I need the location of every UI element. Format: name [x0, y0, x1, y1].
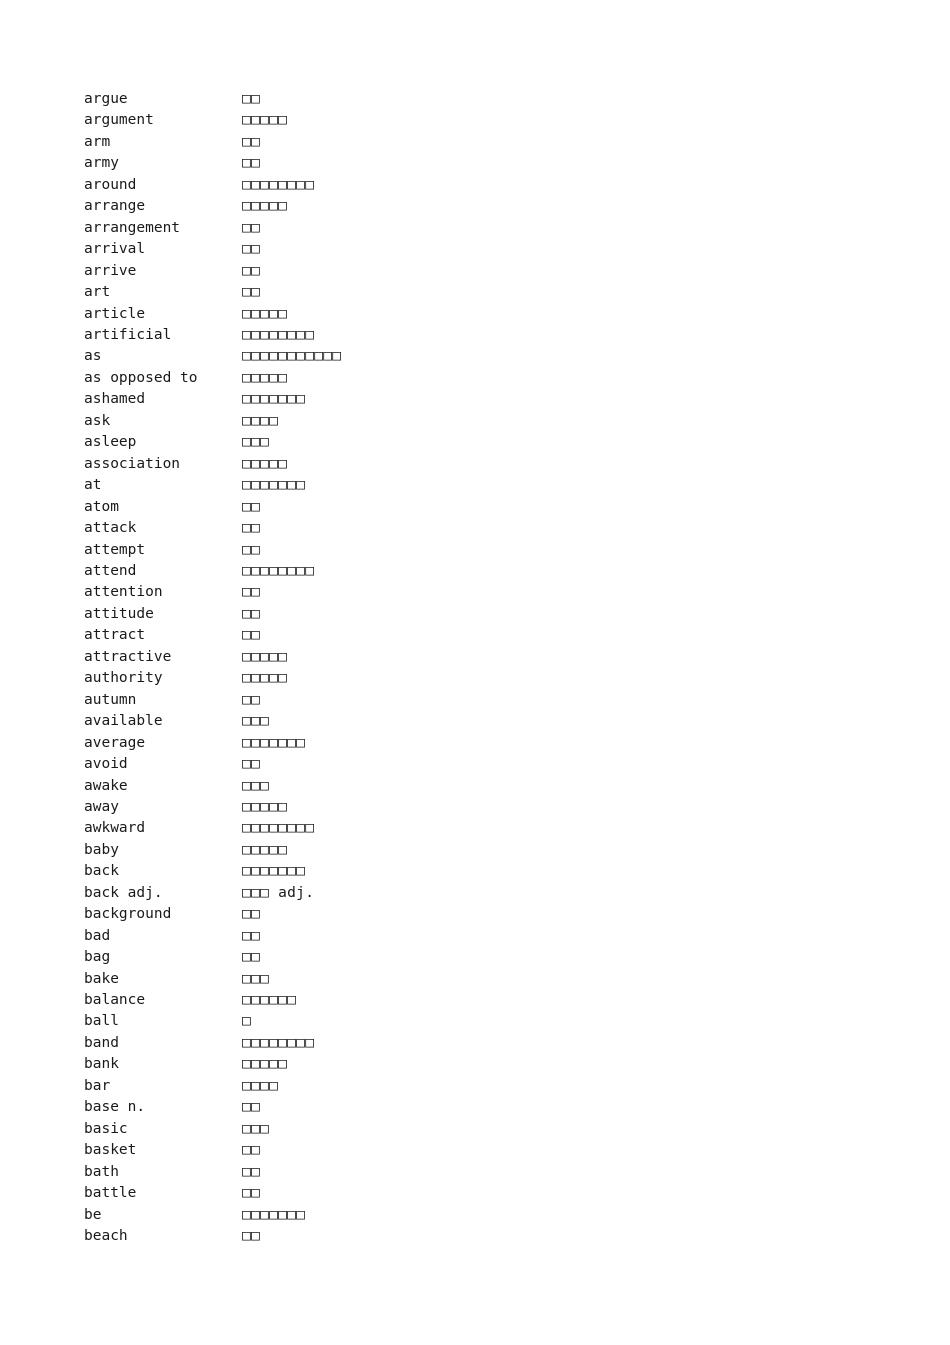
vocab-entry — [84, 497, 904, 518]
vocab-meaning: □□□ — [242, 434, 270, 451]
vocab-entry — [84, 132, 904, 153]
vocab-meaning: □□□□□□□ — [242, 391, 306, 408]
vocab-entry — [84, 540, 904, 561]
vocab-entry — [84, 411, 904, 432]
vocab-meaning: □□ — [242, 691, 261, 708]
vocab-entry — [84, 175, 904, 196]
vocab-entry — [84, 368, 904, 389]
vocab-word: argue — [84, 91, 128, 107]
vocab-entry — [84, 1226, 904, 1247]
vocab-meaning: □□□□□□□ — [242, 734, 306, 751]
vocab-meaning: □□□□□ — [242, 369, 288, 386]
vocab-meaning: □□□□□□□ — [242, 863, 306, 880]
vocab-entry — [84, 1076, 904, 1097]
vocab-entry — [84, 625, 904, 646]
vocab-meaning: □□□□ — [242, 412, 279, 429]
vocab-word: bake — [84, 970, 119, 987]
vocab-meaning: □□□ adj. — [242, 884, 315, 901]
vocab-entry — [84, 304, 904, 325]
vocab-word: at — [84, 477, 102, 494]
vocab-meaning: □□□□□ — [242, 1056, 288, 1073]
vocab-word: arrangement — [84, 219, 181, 236]
vocab-meaning: □ — [242, 1013, 252, 1030]
vocab-entry — [84, 239, 904, 260]
vocab-meaning: □□□□□□ — [242, 992, 297, 1009]
vocab-word: basic — [84, 1120, 128, 1137]
vocab-entry — [84, 153, 904, 174]
vocab-word: as — [84, 348, 102, 365]
vocab-meaning: □□ — [242, 498, 261, 515]
vocab-word: argument — [84, 112, 154, 129]
vocab-word: atom — [84, 498, 119, 515]
vocab-word: baby — [84, 841, 119, 858]
vocab-word: art — [84, 284, 111, 301]
vocab-word: back — [84, 863, 119, 880]
vocab-entry — [84, 261, 904, 282]
vocab-word: away — [84, 798, 119, 815]
vocab-meaning: □□□□□□□□ — [242, 820, 315, 837]
vocab-entry — [84, 1033, 904, 1054]
vocab-meaning: □□ — [242, 262, 261, 279]
vocab-word: balance — [84, 992, 146, 1009]
vocab-meaning: □□□□□ — [242, 198, 288, 215]
vocab-word: attack — [84, 520, 137, 537]
vocab-entry — [84, 883, 904, 904]
vocab-entry — [84, 733, 904, 754]
vocab-entry — [84, 668, 904, 689]
vocab-word: arm — [84, 133, 111, 150]
vocab-entry — [84, 754, 904, 775]
vocab-entry — [84, 861, 904, 882]
vocab-meaning: □□ — [242, 133, 261, 150]
vocab-meaning: □□□ — [242, 777, 270, 794]
vocab-entry — [84, 454, 904, 475]
vocab-entry — [84, 1183, 904, 1204]
vocab-entry — [84, 432, 904, 453]
vocab-meaning: □□□ — [242, 1120, 270, 1137]
vocab-entry — [84, 969, 904, 990]
vocab-entry — [84, 690, 904, 711]
vocab-entry — [84, 1097, 904, 1118]
vocab-word: bad — [84, 927, 111, 944]
vocab-word: asleep — [84, 434, 137, 451]
vocab-meaning: □□□□□□□□ — [242, 562, 315, 579]
vocab-word: army — [84, 155, 119, 172]
vocab-word: back adj. — [84, 884, 163, 901]
vocab-meaning: □□□□ — [242, 1077, 279, 1094]
vocab-word: bag — [84, 949, 111, 966]
vocab-word: ball — [84, 1013, 119, 1030]
vocab-word: artificial — [84, 326, 172, 343]
vocab-word: attempt — [84, 541, 146, 558]
vocab-meaning: □□ — [242, 1099, 261, 1116]
vocab-meaning: □□ — [242, 906, 261, 923]
vocab-entry — [84, 1054, 904, 1075]
vocab-word: around — [84, 176, 137, 193]
vocab-entry — [84, 325, 904, 346]
vocab-meaning: □□□□□□□□□□□ — [242, 348, 342, 365]
vocab-entry — [84, 110, 904, 131]
vocab-meaning: □□ — [242, 91, 261, 107]
vocab-word: attend — [84, 562, 137, 579]
vocab-entry — [84, 947, 904, 968]
vocab-meaning: □□□□□ — [242, 841, 288, 858]
vocab-meaning: □□ — [242, 1185, 261, 1202]
vocab-word: arrange — [84, 198, 146, 215]
vocab-word: battle — [84, 1185, 137, 1202]
vocab-word: ask — [84, 412, 111, 429]
vocab-meaning: □□ — [242, 241, 261, 258]
vocab-meaning: □□□□□ — [242, 648, 288, 665]
vocab-meaning: □□ — [242, 1228, 261, 1245]
vocab-entry — [84, 89, 904, 110]
vocab-word: bath — [84, 1163, 119, 1180]
vocab-word: article — [84, 305, 146, 322]
vocab-entry — [84, 604, 904, 625]
vocab-entry — [84, 818, 904, 839]
vocab-entry — [84, 218, 904, 239]
vocab-meaning: □□□□□ — [242, 455, 288, 472]
vocab-meaning: □□ — [242, 219, 261, 236]
vocab-meaning: □□□□□□□ — [242, 477, 306, 494]
vocab-word: base n. — [84, 1099, 146, 1116]
vocab-meaning: □□ — [242, 927, 261, 944]
vocab-entry — [84, 561, 904, 582]
vocab-meaning: □□□□□ — [242, 798, 288, 815]
vocab-word: authority — [84, 670, 163, 687]
vocab-meaning: □□□ — [242, 713, 270, 730]
vocab-entry — [84, 904, 904, 925]
vocab-meaning: □□ — [242, 284, 261, 301]
vocab-entry — [84, 840, 904, 861]
vocab-word: attract — [84, 627, 146, 644]
vocab-entry — [84, 196, 904, 217]
vocab-meaning: □□ — [242, 541, 261, 558]
vocab-word: association — [84, 455, 181, 472]
vocab-word: awake — [84, 777, 128, 794]
vocab-word: available — [84, 713, 163, 730]
vocab-meaning: □□ — [242, 155, 261, 172]
vocab-entry — [84, 282, 904, 303]
vocab-meaning: □□ — [242, 1142, 261, 1159]
vocab-word: background — [84, 906, 172, 923]
vocab-entry — [84, 990, 904, 1011]
vocab-meaning: □□□□□□□□ — [242, 326, 315, 343]
vocab-entry — [84, 1162, 904, 1183]
vocab-meaning: □□□□□ — [242, 305, 288, 322]
vocab-meaning: □□ — [242, 584, 261, 601]
vocab-meaning: □□□□□ — [242, 670, 288, 687]
vocab-entry — [84, 389, 904, 410]
vocab-word: arrival — [84, 241, 146, 258]
vocab-word: attractive — [84, 648, 172, 665]
vocab-meaning: □□□□□□□□ — [242, 176, 315, 193]
vocab-entry — [84, 1011, 904, 1032]
vocab-entry — [84, 647, 904, 668]
vocab-word: be — [84, 1206, 102, 1223]
vocab-word: awkward — [84, 820, 146, 837]
vocab-word: attention — [84, 584, 163, 601]
vocab-entry — [84, 926, 904, 947]
vocab-word: beach — [84, 1228, 128, 1245]
vocab-word: band — [84, 1034, 119, 1051]
vocab-entry — [84, 711, 904, 732]
vocab-word: attitude — [84, 605, 154, 622]
vocab-entry — [84, 582, 904, 603]
vocab-meaning: □□ — [242, 627, 261, 644]
vocab-entry — [84, 518, 904, 539]
vocab-entry — [84, 475, 904, 496]
vocab-word: average — [84, 734, 146, 751]
vocab-word: avoid — [84, 756, 128, 773]
vocab-meaning: □□□□□□□□ — [242, 1034, 315, 1051]
vocab-entry — [84, 1205, 904, 1226]
vocab-word: autumn — [84, 691, 137, 708]
vocabulary-list — [84, 89, 904, 1247]
vocab-entry — [84, 776, 904, 797]
vocab-word: arrive — [84, 262, 137, 279]
vocab-word: bar — [84, 1077, 111, 1094]
vocab-entry — [84, 1119, 904, 1140]
vocab-word: as opposed to — [84, 369, 198, 386]
vocab-entry — [84, 1140, 904, 1161]
vocab-meaning: □□□□□ — [242, 112, 288, 129]
vocab-entry — [84, 797, 904, 818]
vocab-meaning: □□ — [242, 949, 261, 966]
vocab-meaning: □□ — [242, 756, 261, 773]
vocab-word: ashamed — [84, 391, 146, 408]
vocab-meaning: □□ — [242, 520, 261, 537]
vocab-meaning: □□ — [242, 1163, 261, 1180]
vocab-meaning: □□□ — [242, 970, 270, 987]
vocab-meaning: □□ — [242, 605, 261, 622]
vocab-word: bank — [84, 1056, 119, 1073]
vocab-entry — [84, 346, 904, 367]
vocab-meaning: □□□□□□□ — [242, 1206, 306, 1223]
vocab-word: basket — [84, 1142, 137, 1159]
